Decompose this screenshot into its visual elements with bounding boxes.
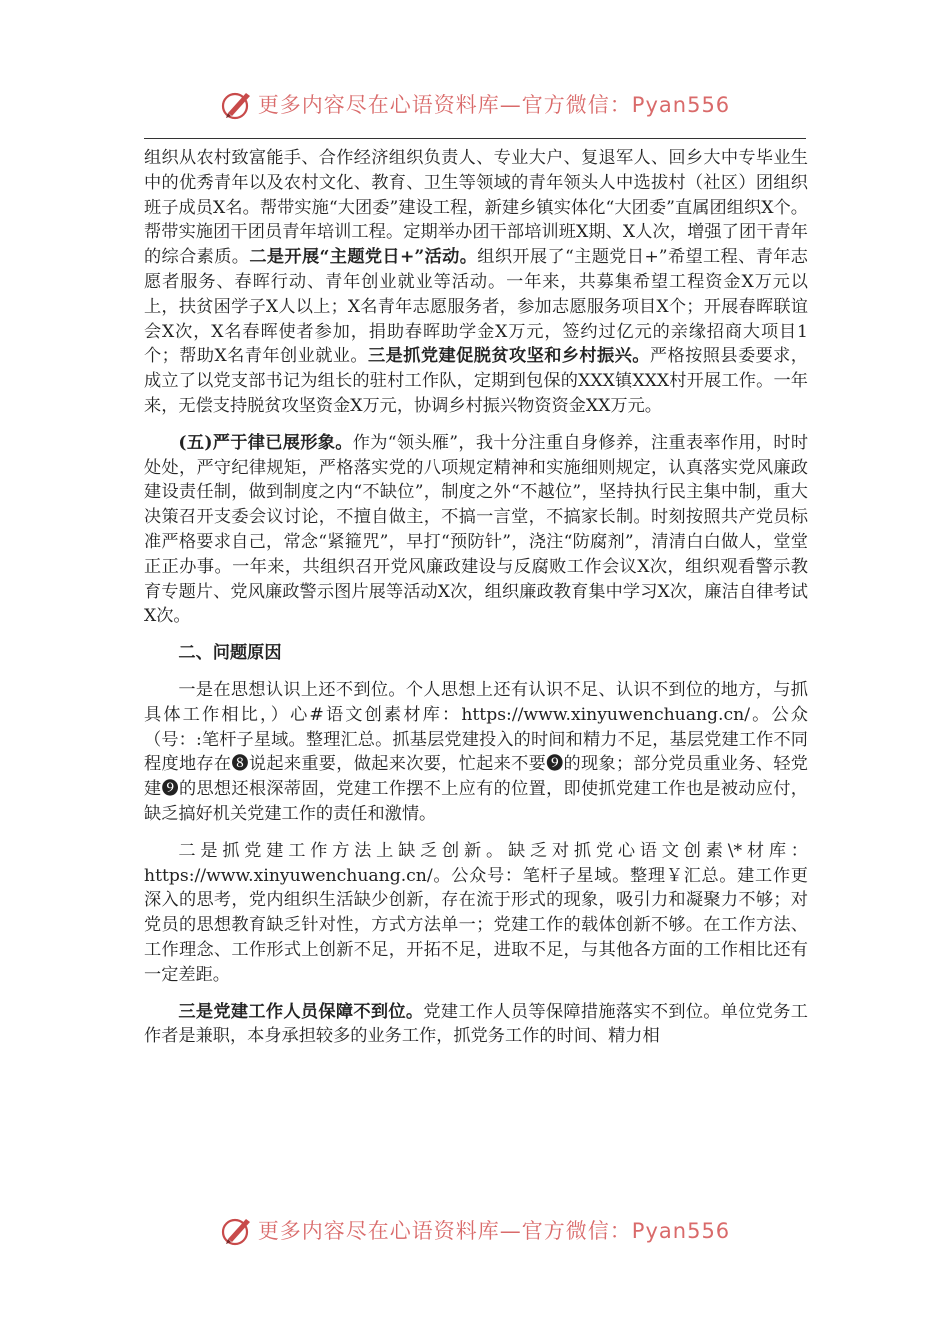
- footer-banner-text: 更多内容尽在心语资料库—官方微信：Pyan556: [257, 1219, 731, 1243]
- document-body: [144, 146, 808, 1049]
- header-banner-text: 更多内容尽在心语资料库—官方微信：Pyan556: [257, 93, 731, 117]
- paragraph-4: 一是在思想认识上还不到位。个人思想上还有认识不足、认识不到位的地方，与抓具体工作相比，）心#语文创素材库：https://www.xinyuwenchuang.cn/。公众（号：:笔杆子星域。整理汇总。抓基层党建投入的时间和精力不足，基层党建工作不同程度地存在❽说起来重要，做起来次要，忙起来不要❾的现象；部分党员重业务、轻党建❾的思想还根深蒂固，党建工作摆不上应有的位置，即使抓党建工作也是被动应付，缺乏搞好机关党建工作的责任和激情。: [144, 679, 808, 824]
- pen-logo-icon: [220, 1213, 254, 1247]
- paragraph-1: 组织从农村致富能手、合作经济组织负责人、专业大户、复退军人、回乡大中专毕业生中的优秀青年以及农村文化、教育、卫生等领域的青年领头人中选拔村（社区）团组织班子成员X名。帮带实施“大团委”建设工程，新建乡镇实体化“大团委”直属团组织X个。帮带实施团干团员青年培训工程。定期举办团干部培训班X期、X人次，增强了团干青年的综合素质。二是开展“主题党日+”活动。组织开展了“主题党日+”希望工程、青年志愿者服务、春晖行动、青年创业就业等活动。一年来，共募集希望工程资金X万元以上，扶贫困学子X人以上；X名青年志愿服务者，参加志愿服务项目X个；开展春晖联谊会X次，X名春晖使者参加，捐助春晖助学金X万元，签约过亿元的亲缘招商大项目1个；帮助X名青年创业就业。三是抓党建促脱贫攻坚和乡村振兴。严格按照县委要求，成立了以党支部书记为组长的驻村工作队，定期到包保的XXX镇XXX村开展工作。一年来，无偿支持脱贫攻坚资金X万元，协调乡村振兴物资资金XX万元。: [144, 148, 808, 416]
- header-divider: [144, 138, 806, 139]
- section-heading: 二、问题原因: [178, 643, 282, 664]
- paragraph-5: 二是抓党建工作方法上缺乏创新。缺乏对抓党心语文创素\*材库：https://www.xinyuwenchuang.cn/。公众号：笔杆子星域。整理￥汇总。建工作更深入的思考，党内组织生活缺少创新，存在流于形式的现象，吸引力和凝聚力不够；对党员的思想教育缺乏针对性，方式方法单一；党建工作的载体创新不够。在工作方法、工作理念、工作形式上创新不足，开拓不足，进取不足，与其他各方面的工作相比还有一定差距。: [144, 840, 808, 985]
- paragraph-2: (五)严于律已展形象。作为“领头雁”，我十分注重自身修养，注重表率作用，时时处处，严守纪律规矩，严格落实党的八项规定精神和实施细则规定，认真落实党风廉政建设责任制，做到制度之内“不缺位”，制度之外“不越位”，坚持执行民主集中制，重大决策召开支委会议讨论，不擅自做主，不搞一言堂，不搞家长制。时刻按照共产党员标准严格要求自己，常念“紧箍咒”，早打“预防针”，浇注“防腐剂”，清清白白做人，堂堂正正办事。一年来，共组织召开党风廉政建设与反腐败工作会议X次，组织观看警示教育专题片、党风廉政警示图片展等活动X次，组织廉政教育集中学习X次，廉洁自律考试X次。: [144, 432, 809, 627]
- footer-banner: [0, 1210, 950, 1250]
- paragraph-6: 三是党建工作人员保障不到位。党建工作人员等保障措施落实不到位。单位党务工作者是兼职，本身承担较多的业务工作，抓党务工作的时间、精力相: [144, 1001, 808, 1047]
- pen-logo-icon: [220, 87, 254, 121]
- header-banner: [0, 84, 950, 124]
